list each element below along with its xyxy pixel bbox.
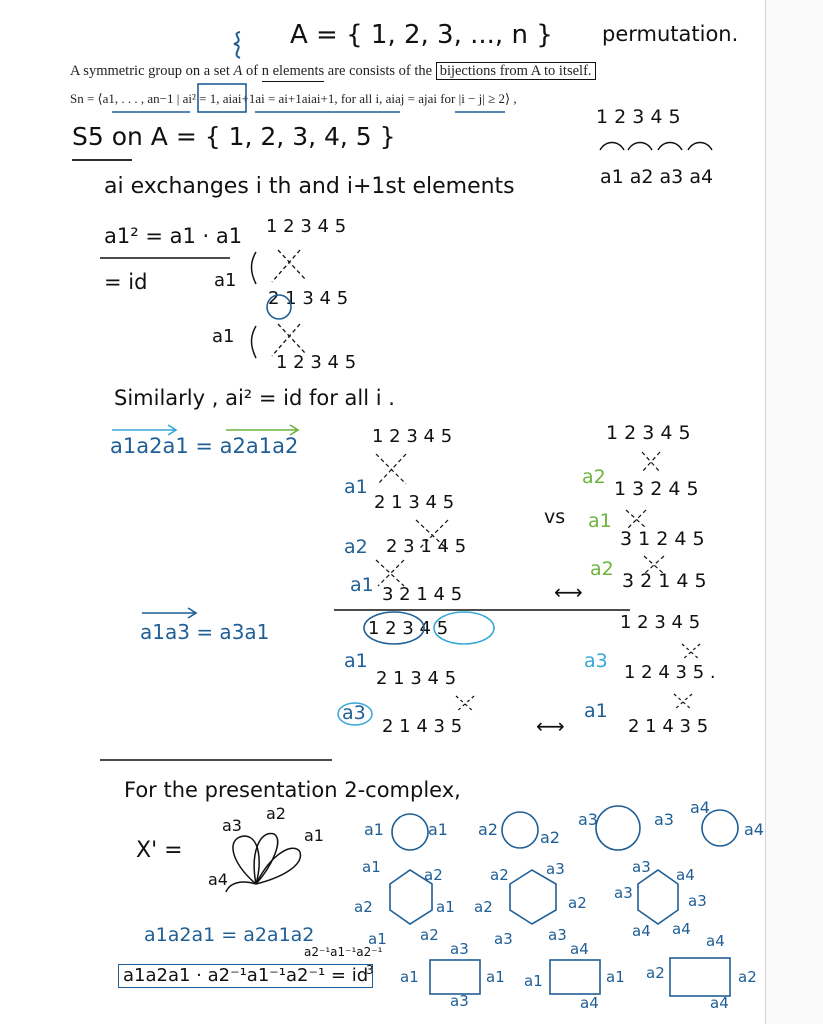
petal-label-a4: a4 [208,870,228,889]
top-right-swaps [596,134,746,164]
exchange-note: ai exchanges i th and i+1st elements [104,174,515,199]
perm-row-2: 2 1 3 4 5 [268,288,349,309]
commute-right-row-1: 1 2 3 4 5 [620,612,701,633]
sq1-label-left: a1 [400,968,419,986]
loop-label-a1: a1 [364,820,384,839]
relator-inverse: a2⁻¹a1⁻¹a2⁻¹ [304,945,383,959]
braid-left-label-3: a1 [350,574,374,596]
hex3-label-4: a4 [672,920,691,938]
commute-left-label-1: a1 [344,650,368,672]
commute-arrow-sym: ⟷ [536,714,565,738]
loop-label-a4: a4 [690,798,710,817]
equals-id: = id [104,270,148,294]
hex3-label-2: a4 [676,866,695,884]
commute-right-row-3: 2 1 4 3 5 [628,716,709,737]
set-definition: A = { 1, 2, 3, ..., n } [290,20,553,50]
loop-label-a2: a2 [478,820,498,839]
loop-label-a3: a3 [578,810,598,829]
a1-label-2: a1 [212,326,235,347]
perm-row-3: 1 2 3 4 5 [276,352,357,373]
loop-center-a4: a4 [744,820,764,839]
sq1-label-right: a1 [486,968,505,986]
commute-left-cross [452,692,482,716]
section-divider-2 [100,758,340,764]
braid-right-row-3: 3 1 2 4 5 [620,528,705,550]
sq3-label-top: a4 [706,932,725,950]
braid-left-crosses [370,448,520,618]
sq3-label-right: a2 [738,968,757,986]
braid-right-row-4: 3 2 1 4 5 [622,570,707,592]
hex2-label-4: a3 [548,926,567,944]
bracket-mark [226,30,256,60]
sq3-label-left: a2 [646,964,665,982]
a1-squared-line [100,254,240,264]
braid-right-label-2: a1 [588,510,612,532]
hex3-label-6: a3 [614,884,633,902]
braid-right-label-1: a2 [582,466,606,488]
top-right-generators: a1 a2 a3 a4 [600,166,714,188]
x1-label: X' = [136,838,183,863]
a1-label-1: a1 [214,270,237,291]
commute-left-row-3: 2 1 4 3 5 [382,716,463,737]
commute-right-row-2: 1 2 4 3 5 . [624,662,716,683]
sq2-label-bottom: a4 [580,994,599,1012]
petal-label-a1: a1 [304,826,324,845]
relator-boxed: a1a2a1 · a2⁻¹a1⁻¹a2⁻¹ = id [118,964,373,988]
sq2-label-right: a1 [606,968,625,986]
similarly-note: Similarly , ai² = id for all i . [114,386,395,410]
right-gutter [766,0,823,1024]
sq1-label-bottom: a3 [450,992,469,1010]
petal-label-a2: a2 [266,804,286,823]
braid-left-row-2: 2 1 3 4 5 [374,492,455,513]
a1-squared: a1² = a1 · a1 [104,224,243,248]
page-number: 3 [366,963,374,977]
commute-right-label-1: a3 [584,650,608,672]
permutation-note: permutation. [602,22,739,46]
hex1-label-1: a1 [362,858,381,876]
hex1-label-6: a1 [368,930,387,948]
hex2-label-5: a3 [494,930,513,948]
commute-left-row-2: 2 1 3 4 5 [376,668,457,689]
presentation-formula: Sn = ⟨a1, . . . , an−1 | ai² = 1, aiai+1ai = ai+1aiai+1, for all i, aiaj = ajai for |i − j| ≥ 2⟩ , [70,91,517,106]
commute-circles [360,610,500,650]
s5-title: S5 on A = { 1, 2, 3, 4, 5 } [72,122,396,151]
hex3-label-1: a3 [632,858,651,876]
commute-relation: a1a3 = a3a1 [140,620,270,644]
braid-arrows [110,420,310,440]
hex1-label-5: a2 [354,898,373,916]
braid-right-crosses [620,448,700,578]
hex2-label-2: a3 [546,860,565,878]
definition-line1: A symmetric group on a set A of n elements are consists of the bijections from A to itself. [70,64,596,79]
commute-right-crosses [674,640,714,710]
hex2-label-1: a2 [490,866,509,884]
sq3-label-bottom: a4 [710,994,729,1012]
petal-label-a3: a3 [222,816,242,835]
braid-left-label-2: a2 [344,536,368,558]
loop-center-a3: a3 [654,810,674,829]
hex2-label-6: a2 [474,898,493,916]
braid-left-row-3: 2 3 1 4 5 [386,536,467,557]
commute-circle-a3 [336,700,376,730]
relator-equation: a1a2a1 = a2a1a2 [144,924,315,946]
commute-left-row-1: 1 2 3 4 5 [368,618,449,639]
loop-center-a1: a1 [428,820,448,839]
hex1-label-3: a1 [436,898,455,916]
braid-left-label-1: a1 [344,476,368,498]
s5-underline [72,156,142,166]
hex3-label-3: a3 [688,892,707,910]
loop-cells [360,796,780,866]
hex1-label-2: a2 [424,866,443,884]
hex3-label-5: a4 [632,922,651,940]
complex-heading: For the presentation 2-complex, [124,778,461,802]
commute-right-label-2: a1 [584,700,608,722]
braid-right-row-2: 1 3 2 4 5 [614,478,699,500]
braid-left-row-4: 3 2 1 4 5 [382,584,463,605]
sq2-label-left: a1 [524,972,543,990]
braid-vs: vs [544,506,566,528]
braid-relation: a1a2a1 = a2a1a2 [110,434,299,458]
hex1-label-4: a2 [420,926,439,944]
commute-arrow [140,604,210,620]
sq1-label-top: a3 [450,940,469,958]
braid-right-label-3: a2 [590,558,614,580]
top-right-numbers: 1 2 3 4 5 [596,106,681,128]
braid-right-row-1: 1 2 3 4 5 [606,422,691,444]
commute-left-label-2: a3 [342,702,366,724]
braid-arrow: ⟷ [554,580,583,604]
swap-cross-1 [248,244,318,294]
sq2-label-top: a4 [570,940,589,958]
hex2-label-3: a2 [568,894,587,912]
loop-center-a2: a2 [540,828,560,847]
perm-row-1: 1 2 3 4 5 [266,216,347,237]
braid-left-row-1: 1 2 3 4 5 [372,426,453,447]
